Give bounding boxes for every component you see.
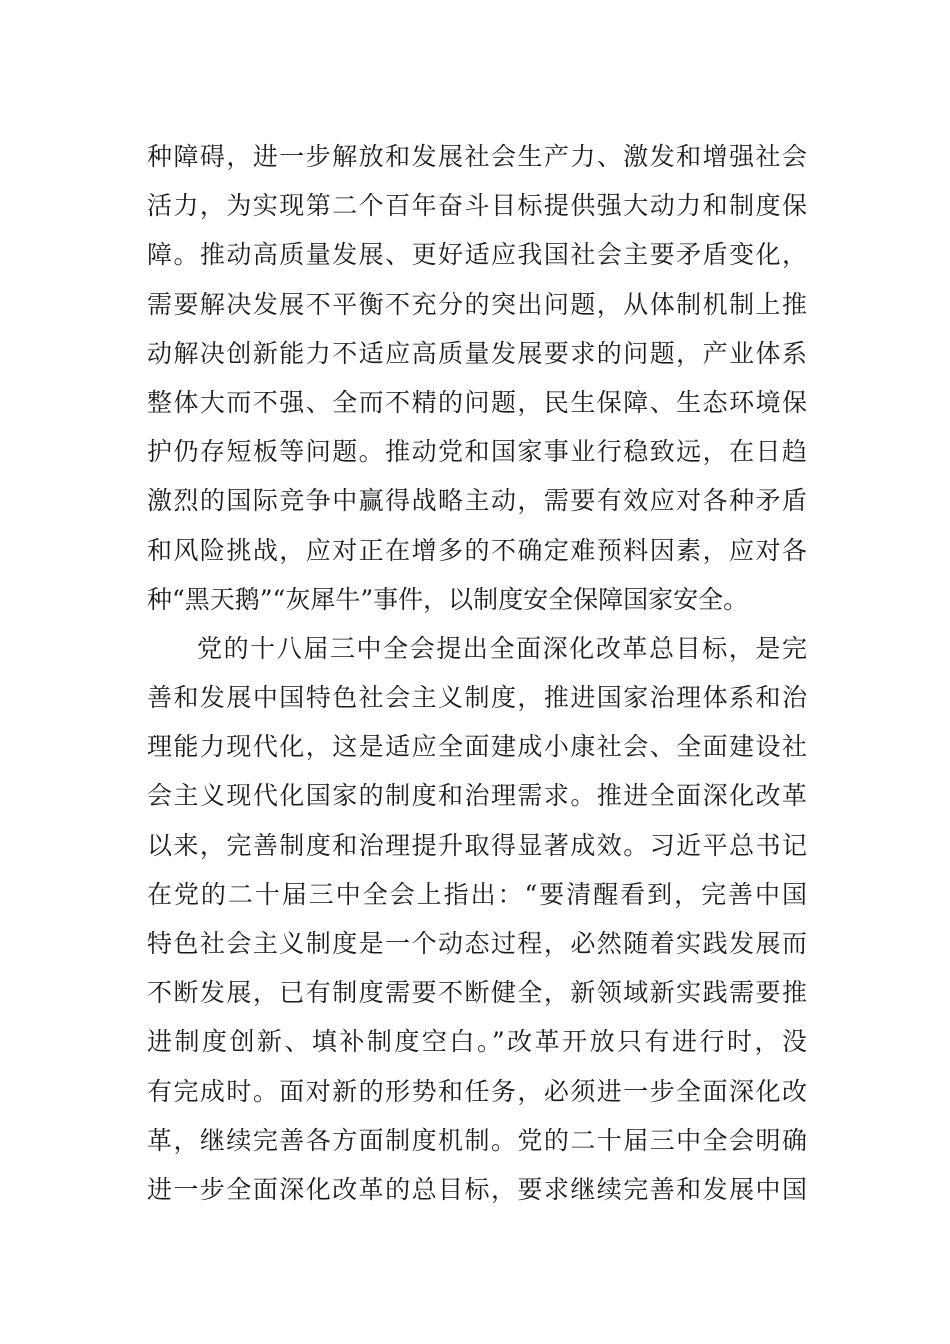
- text-line: 动解决创新能力不适应高质量发展要求的问题，产业体系: [147, 338, 807, 368]
- paragraph-2: [147, 624, 807, 1214]
- text-line: 有完成时。面对新的形势和任务，必须进一步全面深化改: [147, 1076, 807, 1106]
- text-line: 种“黑天鹅”“灰犀牛”事件，以制度安全保障国家安全。: [147, 584, 749, 614]
- text-line: 活力，为实现第二个百年奋斗目标提供强大动力和制度保: [147, 191, 807, 221]
- text-line: 护仍存短板等问题。推动党和国家事业行稳致远，在日趋: [147, 437, 807, 467]
- text-line: 不断发展，已有制度需要不断健全，新领域新实践需要推: [147, 978, 807, 1008]
- text-line: 在党的二十届三中全会上指出：“要清醒看到，完善中国: [147, 879, 807, 909]
- body-text: [147, 132, 807, 1214]
- text-line: 党的十八届三中全会提出全面深化改革总目标，是完: [197, 633, 807, 663]
- text-line: 进制度创新、填补制度空白。”改革开放只有进行时，没: [147, 1027, 807, 1057]
- text-line: 革，继续完善各方面制度机制。党的二十届三中全会明确: [147, 1125, 807, 1155]
- text-line: 特色社会主义制度是一个动态过程，必然随着实践发展而: [147, 929, 807, 958]
- paragraph-1: [147, 132, 807, 624]
- text-line: 激烈的国际竞争中赢得战略主动，需要有效应对各种矛盾: [147, 486, 807, 516]
- text-line: 需要解决发展不平衡不充分的突出问题，从体制机制上推: [147, 289, 807, 319]
- text-line: 和风险挑战，应对正在增多的不确定难预料因素，应对各: [147, 535, 807, 565]
- text-line: 理能力现代化，这是适应全面建成小康社会、全面建设社: [147, 732, 807, 762]
- text-line: 以来，完善制度和治理提升取得显著成效。习近平总书记: [147, 830, 807, 860]
- text-line: 障。推动高质量发展、更好适应我国社会主要矛盾变化，: [147, 240, 807, 270]
- text-line: 种障碍，进一步解放和发展社会生产力、激发和增强社会: [147, 142, 807, 171]
- text-line: 整体大而不强、全而不精的问题，民生保障、生态环境保: [147, 387, 807, 417]
- text-line: 善和发展中国特色社会主义制度，推进国家治理体系和治: [147, 683, 807, 713]
- text-line: 会主义现代化国家的制度和治理需求。推进全面深化改革: [147, 781, 807, 811]
- text-line: 进一步全面深化改革的总目标，要求继续完善和发展中国: [147, 1174, 807, 1204]
